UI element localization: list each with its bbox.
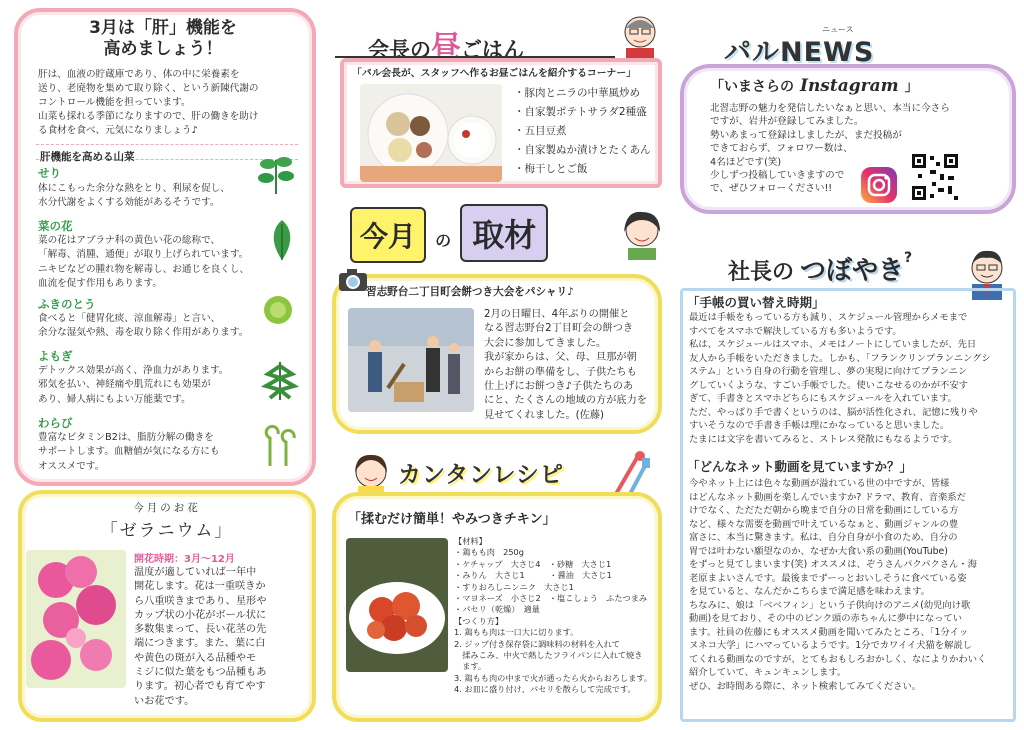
president-paragraph-2: 今やネット上には色々な動画が溢れている世の中ですが、皆様 はどんなネット動画を楽しんでいますか? ドラマ、教育、音楽系だ けでなく、ただただ朝から晩まで自分の日常を動画にしている方 など、様々な需要を動画で叶えているなぁと、動画ジャンルの豊 富さに、本当に驚きます。私は、自分自身が小食のため、自分の 胃では叶わない願望なのか、なぜか大食い系の動画(YouTube) をずっと見てしまいます(笑) オススメは、ぞうさんパクパクさん・海 老原まよいさんです。最後までずーっとおいしそうに食べている姿 を見ていると、なんだかこちらまで満足感を味わえます。 ちなみに、娘は「ベベフィン」という子供向けのアニメ(幼児向け歌 動画)を見ており、その中のピンク頭の赤ちゃんに夢中になってい ます。社員の佐藤にもオススメ動画を聞いてみたところ、「1分イッ ヌネコ大学」にハマっているようです。1分でカワイイ犬猫を解説し てくれる動画なのですが、とてもおもしろおかしく、なによりかわいく 紹介していて、キュンキュンします。 ぜひ、お時間ある際に、ネット検索してみてください。 (689, 478, 987, 692)
coverage-title-c: 取材 (460, 204, 548, 262)
instagram-icon[interactable] (860, 166, 898, 204)
news-title-small: ニュース (822, 25, 854, 34)
reporter-avatar-icon (620, 208, 664, 260)
recipe-panel (332, 492, 662, 722)
camera-icon (338, 268, 368, 292)
recipe-name: 「揉むだけ簡単！やみつきチキン」 (348, 512, 556, 527)
lunch-subtitle: 「パル会長が、スタッフへ作るお昼ごはんを紹介するコーナー」 (352, 68, 636, 79)
news-headline-c: 」 (904, 79, 919, 95)
herb-text-yomogi: デトックス効果が高く、浄血力があります。 邪気を払い、神経痛や肌荒れにも効果が あり、婦人病にもよい万能薬です。 (38, 365, 229, 405)
lunch-photo (360, 84, 502, 182)
herb-name-yomogi: よもぎ (38, 349, 73, 363)
chairman-avatar-icon (620, 12, 660, 60)
herb-name-warabi: わらび (38, 416, 73, 430)
recipe-ingredients: 【材料】 ・鶏もも肉 250g ・ケチャップ 大さじ4 ・砂糖 大さじ1 ・みりん 大さじ1 ・醤油 大さじ1 ・すりおろしニンニク 大さじ1 ・マヨネーズ 小さじ2 ・塩こしょう ふたつまみ ・パセリ（乾燥） 適量 【つくり方】 1. 鶏もも肉は一口大に切ります。 2. ジップ付き保存袋に調味料の材料を入れて 揉みこみ、中火で熱したフライパンに入れて焼き ます。 3. 鶏もも肉の中まで火が通ったら火からおろします。 4. お皿に盛り付け、パセリを散らして完成です。 (454, 536, 653, 695)
president-heading-1: 「手帳の買い替え時期」 (687, 295, 825, 310)
herb-text-warabi: 豊富なビタミンB2は、脂肪分解の働きを サポートします。血糖値が気になる方にも オススメです。 (38, 432, 220, 472)
herb-name-fukinotou: ふきのとう (38, 297, 96, 311)
liver-title: 3月は「肝」機能を 高めましょう！ (89, 18, 237, 59)
recipe-title: カンタンレシピ (398, 462, 564, 488)
herb-name-seri: せり (38, 166, 61, 180)
news-headline (710, 76, 919, 96)
lunch-title-c: ごはん (461, 38, 524, 62)
lunch-item: ・自家製ポテトサラダ2種盛 (514, 106, 647, 118)
qr-code-icon[interactable] (910, 152, 960, 202)
president-title-a: 社長の (728, 260, 795, 285)
president-title-b: つぼやき (800, 256, 905, 286)
section-title: 肝機能を高める山菜 (40, 151, 135, 163)
cook-avatar-icon (350, 450, 392, 498)
flower-name: 「ゼラニウム」 (100, 521, 234, 541)
coverage-text: 2月の日曜日、4年ぶりの開催と なる習志野台2丁目町会の餅つき 大会に参加してきました。 我が家からは、父、母、旦那が朝 からお餅の準備をし、子供たちも 仕上げにお餅つき♪子供たちのあ にと、たくさんの地域の方が底力を 見せてくれました。(佐藤) (484, 309, 647, 421)
lunch-item: ・自家製ぬか漬けとたくあん (514, 144, 651, 156)
nanohana-leaf-icon (262, 216, 302, 262)
fukinotou-icon (258, 292, 298, 328)
herb-text-nanohana: 菜の花はアブラナ科の黄色い花の総称で、 「解毒、消腫、通便」が取り上げられています。 ニキビなどの腫れ物を解毒し、お通じを良くし、 血流を促す作用もあります。 (38, 235, 250, 290)
lunch-title-a: 会長の (368, 38, 431, 62)
news-panel (680, 64, 1016, 214)
news-title: パルNEWS (724, 37, 875, 68)
coverage-title-b: の (435, 231, 452, 250)
coverage-title-a: 今月 (350, 207, 426, 263)
geranium-photo (26, 550, 126, 688)
news-text: 北習志野の魅力を発信したいなぁと思い、本当に今さら ですが、岩井が登録してみました。 勢いあまって登録はしましたが、まだ投稿が できておらず、フォロワー数は、 4名ほどです(笑) 少しずつ投稿していきますので で、ぜひフォローください!! (710, 103, 950, 195)
lunch-panel (340, 58, 662, 188)
seri-leaf-icon (254, 150, 298, 196)
chicken-photo (346, 538, 448, 672)
coverage-title (350, 204, 548, 262)
warabi-icon (258, 422, 304, 468)
chicken-illustration (346, 538, 448, 672)
herb-text-fukinotou: 食べると「健胃化痰、涼血解毒」と言い、 余分な湿気や熱、毒を取り除く作用があります。 (38, 313, 249, 339)
president-title (728, 250, 912, 287)
geranium-illustration (26, 550, 126, 688)
lunch-item: ・五目豆煮 (514, 125, 567, 137)
lunch-items (514, 84, 651, 179)
herb-text-seri: 体にこもった余分な熱をとり、利尿を促し、 水分代謝をよくする効能があるそうです。 (38, 183, 230, 209)
mochitsuki-photo (348, 308, 474, 412)
liver-intro: 肝は、血液の貯蔵庫であり、体の中に栄養素を 送り、老廃物を集めて取り除く、という新陳代謝の コントロール機能を担っています。 山菜も採れる季節になりますので、肝の働きを助け る食材を食べ、元気になりましょう♪ (38, 69, 259, 136)
herb-name-nanohana: 菜の花 (38, 219, 73, 233)
president-heading-2: 「どんなネット動画を見ていますか？」 (687, 459, 913, 474)
flower-period: 開花時期：3月～12月 (134, 554, 235, 565)
news-headline-b: Instagram (800, 76, 899, 96)
flower-text: 温度が適していれば一年中 開花します。花は一重咲きか ら八重咲きまであり、星形や カップ状の小花がボール状に 多数集まって、長い花茎の先 端につきます。また、葉に白 や黄色の斑が入る品種やモ ミジに似た葉をもつ品種もあ ります。初心者でも育てやす いお花です。 (134, 567, 267, 707)
cooking-utensils-icon (608, 450, 652, 496)
flower-label: 今月のお花 (133, 502, 201, 514)
president-panel (680, 288, 1016, 722)
coverage-panel (332, 274, 662, 434)
lunch-plate-illustration (360, 84, 502, 182)
lunch-item: ・豚肉とニラの中華風炒め (514, 87, 640, 99)
yomogi-leaf-icon (258, 358, 302, 402)
coverage-subtitle: 習志野台二丁目町会餅つき大会をパシャリ♪ (366, 286, 574, 298)
president-paragraph-1: 最近は手帳をもっている方も減り、スケジュール管理からメモまで すべてをスマホで解決している方も多いようです。 私は、スケジュールはスマホ、メモはノートにしていましたが、先日 友人から手帳をいただきました。しかも、「フランクリンプランニングシ ステム」という自身の行動を管理し、夢の実現に向けてプランニン グしていくような、すごい手帳でした。使いこなせるのかが不安す ぎて、手書きとスマホどちらにもスケジュールを入れています。 ただ、やっぱり手で書くというのは、脳が活性化され、記憶に残りや すいそうなので手書き手帳は理にかなっていると思いました。 たまには文字を書いてみると、ストレス発散にもなるようです。 (689, 312, 991, 445)
president-title-q: ? (904, 250, 913, 266)
lunch-title-b: 昼 (431, 30, 461, 65)
flower-panel (18, 490, 316, 722)
mochitsuki-illustration (348, 308, 474, 412)
liver-panel (14, 8, 316, 486)
news-headline-a: 「いまさらの (710, 79, 794, 95)
lunch-item: ・梅干しとご飯 (514, 163, 588, 175)
